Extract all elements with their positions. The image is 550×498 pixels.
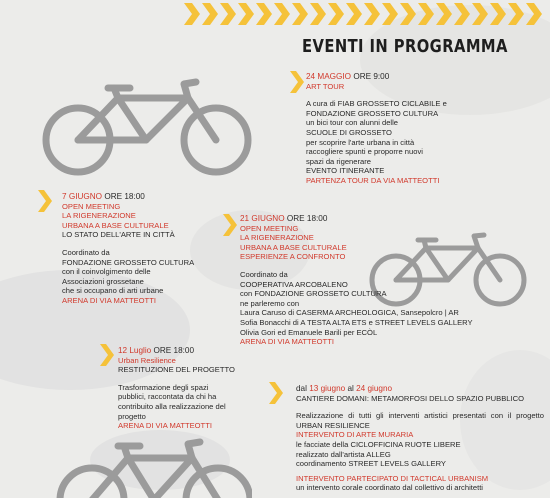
event-type: Urban Resilience (118, 355, 176, 365)
section-title: INTERVENTO DI ARTE MURARIA (296, 430, 414, 440)
event-type: LA RIGENERAZIONE (240, 233, 314, 243)
event-time: ORE 9:00 (353, 72, 390, 81)
event-date-prefix: dal (296, 384, 307, 393)
event-body-line: Trasformazione degli spazi (118, 382, 209, 392)
bicycle-icon (52, 432, 252, 498)
event-body-line: contribuito alla realizzazione del (118, 401, 226, 411)
event-type: URBANA A BASE CULTURALE (240, 242, 347, 252)
event-body-line: Laura Caruso di CASERMA ARCHEOLOGICA, Sansepolcro | AR (240, 308, 459, 318)
event-body-line: pubblici, raccontata da chi ha (118, 392, 217, 402)
event-subtitle: LO STATO DELL'ARTE IN CITTÀ (62, 230, 175, 240)
event-date-line (306, 72, 447, 82)
chevron-right-icon (290, 71, 304, 93)
event-body-line: realizzato dall'artista ALLEG (296, 449, 391, 459)
event-date-mid: al (347, 384, 354, 393)
event-location: ARENA DI VIA MATTEOTTI (240, 337, 334, 347)
event-date-line (296, 384, 544, 394)
event-type: ESPERIENZE A CONFRONTO (240, 252, 346, 262)
event-date: 12 Luglio (118, 346, 152, 355)
event-body-line: raccogliere spunti e proporre nuovi (306, 147, 423, 157)
event-card (240, 214, 473, 347)
event-type: OPEN MEETING (62, 201, 121, 211)
event-body-line: con FONDAZIONE GROSSETO CULTURA (240, 289, 387, 299)
chevron-right-icon (223, 214, 237, 236)
event-location: ARENA DI VIA MATTEOTTI (62, 295, 156, 305)
chevron-right-icon (269, 382, 283, 404)
event-body-line: ne parleremo con (240, 298, 300, 308)
event-body-line: un intervento corale coordinato dal collettivo di architetti (296, 483, 483, 493)
event-body-line: A cura di FIAB GROSSETO CICLABILE e (306, 99, 447, 109)
event-body-line: che si occupano di arti urbane (62, 286, 164, 296)
event-type: URBANA A BASE CULTURALE (62, 220, 169, 230)
event-body-line: spazi da rigenerare (306, 156, 372, 166)
event-card (118, 346, 235, 431)
section-title: INTERVENTO PARTECIPATO DI TACTICAL URBANISM (296, 473, 489, 483)
event-location: PARTENZA TOUR DA VIA MATTEOTTI (306, 175, 440, 185)
event-type: ART TOUR (306, 81, 345, 91)
event-body-line: Olivia Gori ed Emanuele Barili per ECÒL (240, 327, 378, 337)
event-body-line: con il coinvolgimento delle (62, 267, 151, 277)
event-card (296, 384, 544, 493)
event-body-line: progetto (118, 411, 146, 421)
event-type: LA RIGENERAZIONE (62, 211, 136, 221)
event-subtitle: CANTIERE DOMANI: METAMORFOSI DELLO SPAZIO PUBBLICO (296, 393, 524, 403)
event-date-end: 24 giugno (356, 384, 393, 393)
event-body-line: FONDAZIONE GROSSETO CULTURA (62, 257, 195, 267)
event-time: ORE 18:00 (153, 346, 195, 355)
chevron-right-icon (38, 190, 52, 212)
event-body-line: EVENTO ITINERANTE (306, 166, 385, 176)
event-body-line: FONDAZIONE GROSSETO CULTURA (306, 108, 439, 118)
event-date: 13 giugno (309, 384, 346, 393)
event-body-line: un bici tour con alunni delle (306, 118, 399, 128)
event-date-line (62, 192, 194, 202)
page-title: EVENTI IN PROGRAMMA (302, 36, 508, 57)
event-time: ORE 18:00 (104, 192, 145, 201)
event-subtitle: RESTITUZIONE DEL PROGETTO (118, 365, 235, 375)
event-card (306, 72, 447, 186)
event-body-line: SCUOLE DI GROSSETO (306, 127, 392, 137)
event-date: 24 MAGGIO (306, 72, 352, 81)
event-body-line: COOPERATIVA ARCOBALENO (240, 279, 348, 289)
event-body-line: Coordinato da (240, 269, 288, 279)
event-body-line: coordinamento STREET LEVELS GALLERY (296, 459, 446, 469)
event-intro: Realizzazione di tutti gli interventi artistici presentati con il progetto URBAN RESILIENCE (296, 411, 544, 430)
event-type: OPEN MEETING (240, 223, 299, 233)
chevron-banner (184, 0, 550, 28)
event-body-line: Associazioni grossetane (62, 276, 144, 286)
event-body-line: Coordinato da (62, 247, 110, 257)
event-date-line (118, 346, 235, 356)
event-date: 21 GIUGNO (240, 214, 285, 223)
event-time: ORE 18:00 (286, 214, 328, 223)
event-body-line: per scoprire l'arte urbana in città (306, 137, 415, 147)
chevron-right-icon (100, 344, 114, 366)
event-card (62, 192, 194, 306)
event-location: ARENA DI VIA MATTEOTTI (118, 421, 212, 431)
event-body-line: le facciate della CICLOFFICINA RUOTE LIBERE (296, 439, 461, 449)
bicycle-icon (36, 78, 261, 178)
event-date-line (240, 214, 473, 224)
event-date: 7 GIUGNO (62, 192, 103, 201)
event-body-line: Sofia Bonacchi di A TESTA ALTA ETS e STREET LEVELS GALLERY (240, 317, 473, 327)
